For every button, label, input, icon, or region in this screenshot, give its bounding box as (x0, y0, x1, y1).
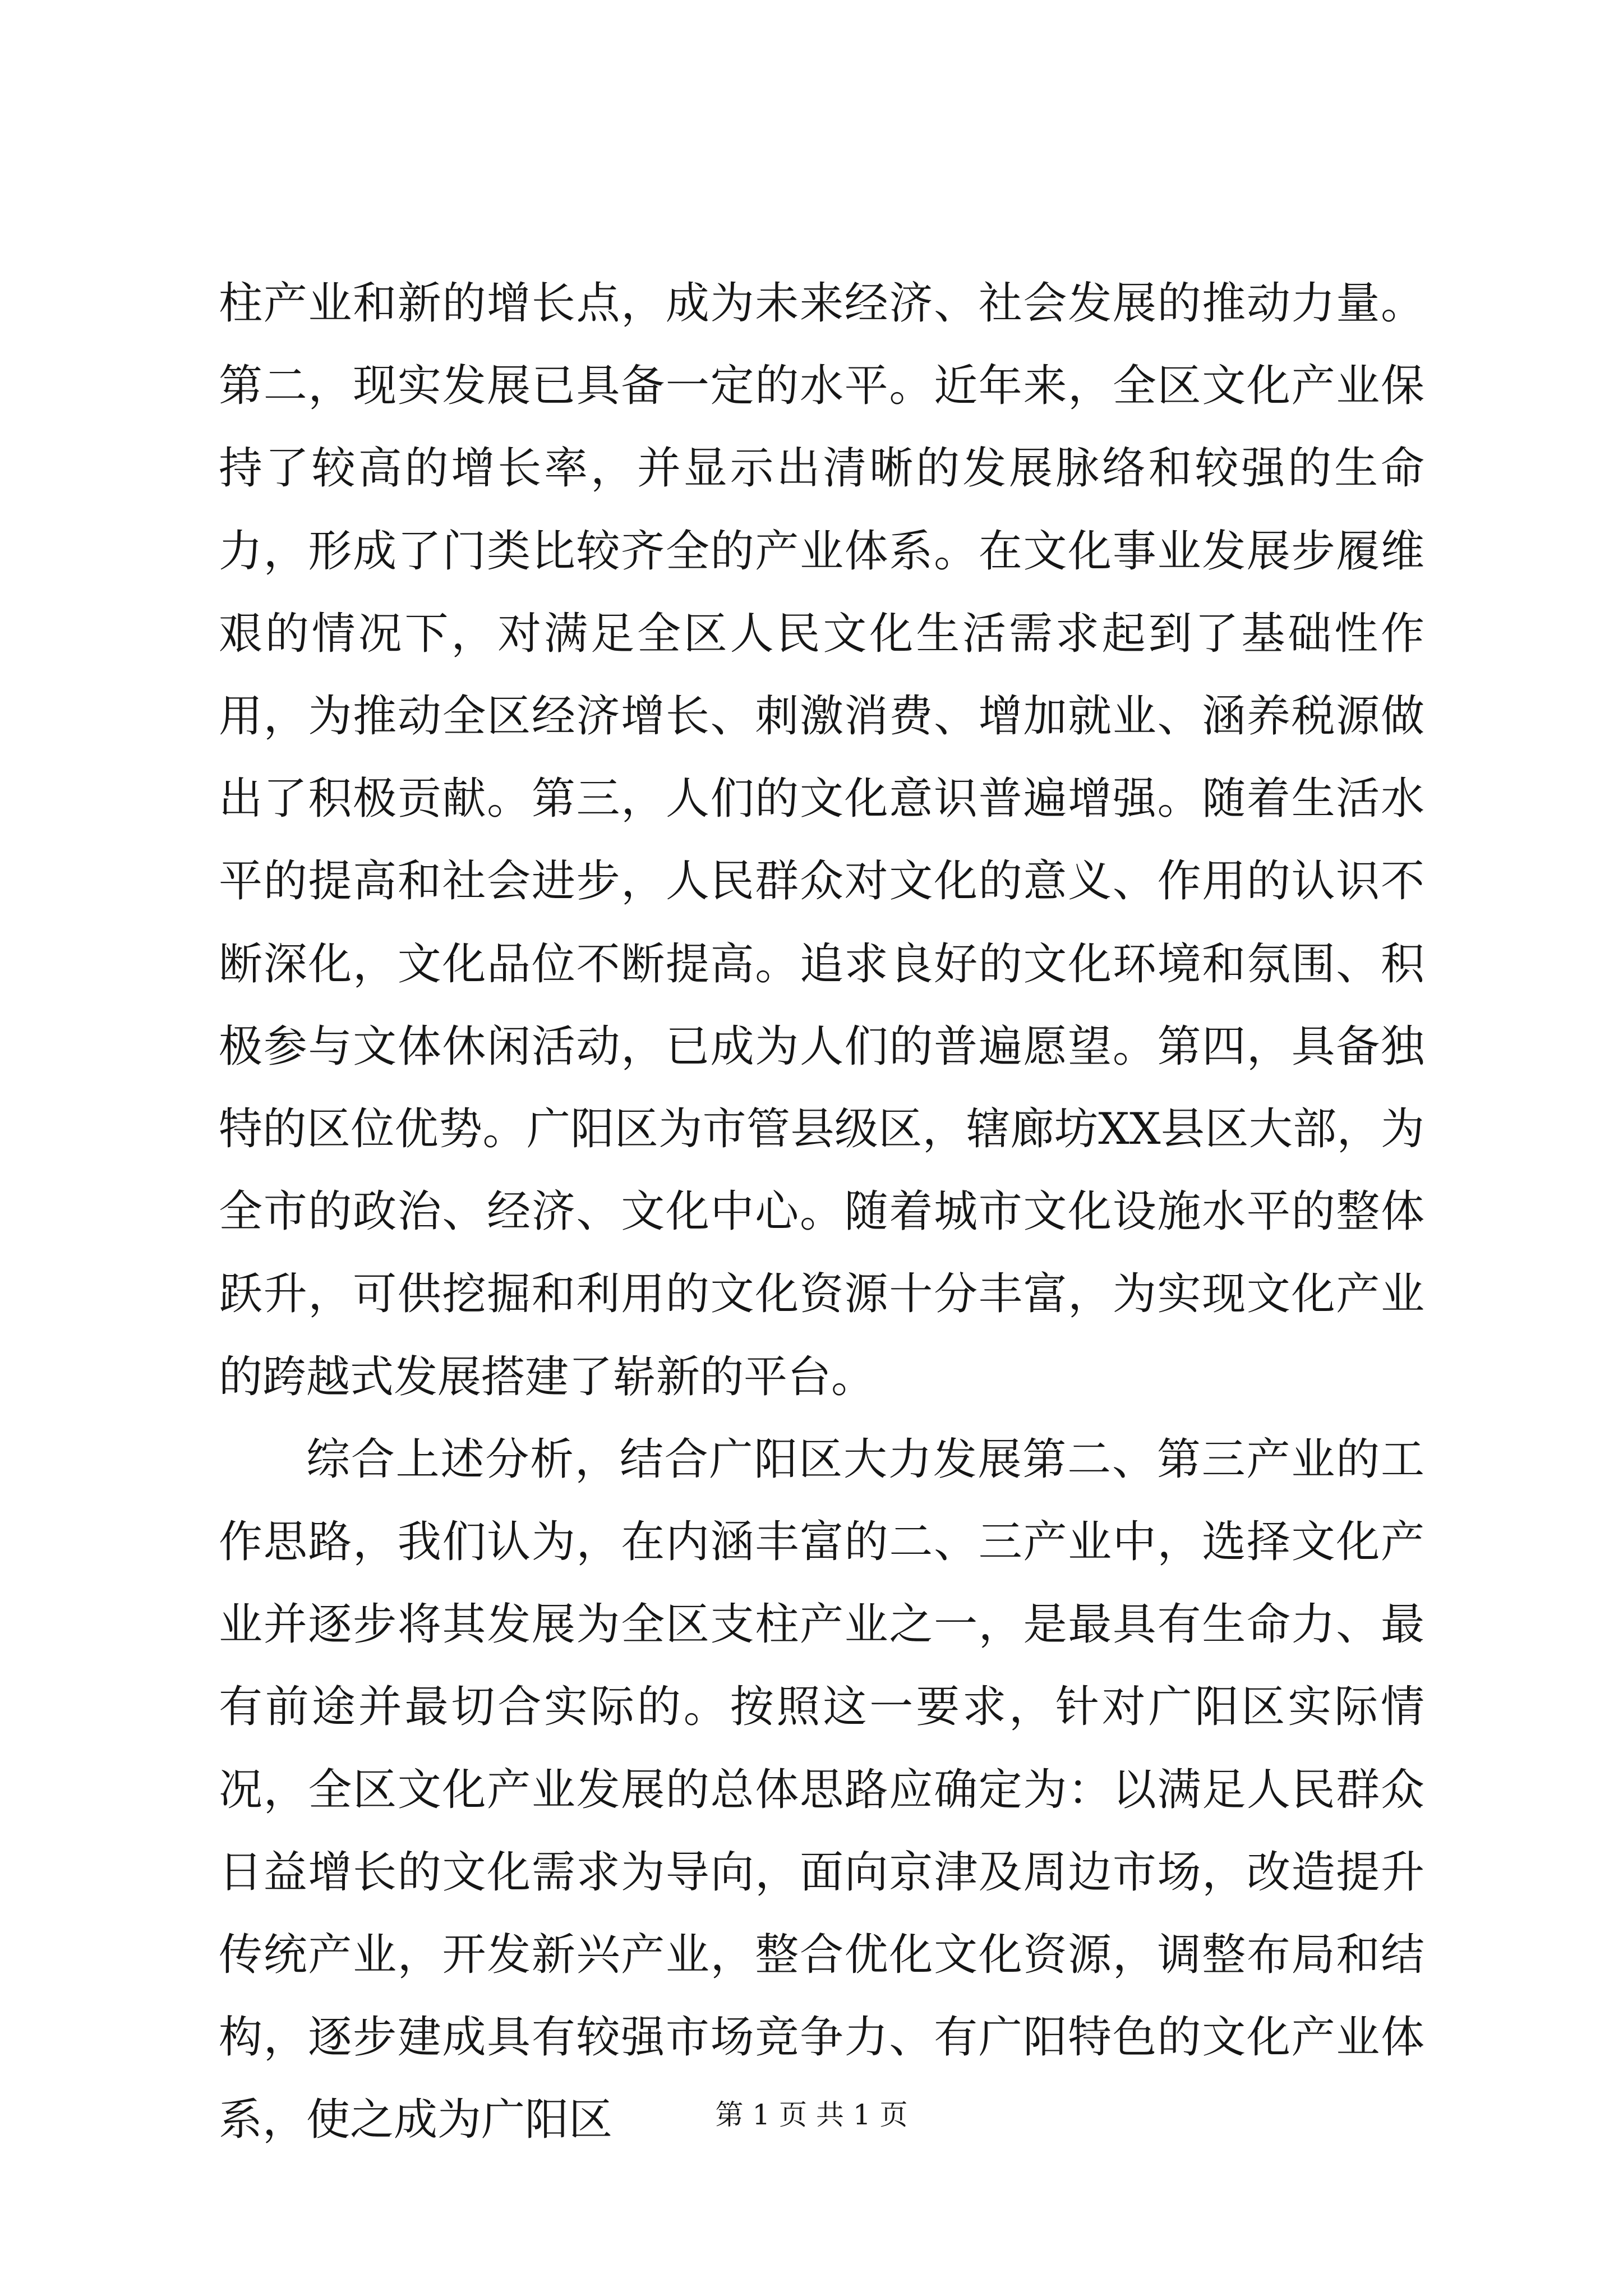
paragraph-1: 柱产业和新的增长点，成为未来经济、社会发展的推动力量。第二，现实发展已具备一定的水平。近年来，全区文化产业保持了较高的增长率，并显示出清晰的发展脉络和较强的生命力，形成了门类比较齐全的产业体系。在文化事业发展步履维艰的情况下，对满足全区人民文化生活需求起到了基础性作用，为推动全区经济增长、刺激消费、增加就业、涵养税源做出了积极贡献。第三，人们的文化意识普遍增强。随着生活水平的提高和社会进步，人民群众对文化的意义、作用的认识不断深化，文化品位不断提高。追求良好的文化环境和氛围、积极参与文体休闲活动，已成为人们的普遍愿望。第四，具备独特的区位优势。广阳区为市管县级区，辖廊坊XX县区大部，为全市的政治、经济、文化中心。随着城市文化设施水平的整体跃升，可供挖掘和利用的文化资源十分丰富，为实现文化产业的跨越式发展搭建了崭新的平台。 (219, 278, 1424, 1402)
paragraph-2: 综合上述分析，结合广阳区大力发展第二、第三产业的工作思路，我们认为，在内涵丰富的二、三产业中，选择文化产业并逐步将其发展为全区支柱产业之一，是最具有生命力、最有前途并最切合实际的。按照这一要求，针对广阳区实际情况，全区文化产业发展的总体思路应确定为：以满足人民群众日益增长的文化需求为导向，面向京津及周边市场，改造提升传统产业，开发新兴产业，整合优化文化资源，调整布局和结构，逐步建成具有较强市场竞争力、有广阳特色的文化产业体系，使之成为广阳区 (219, 1434, 1424, 2146)
document-body (219, 263, 1424, 2162)
page-footer: 第 1 页 共 1 页 (715, 2099, 908, 2131)
